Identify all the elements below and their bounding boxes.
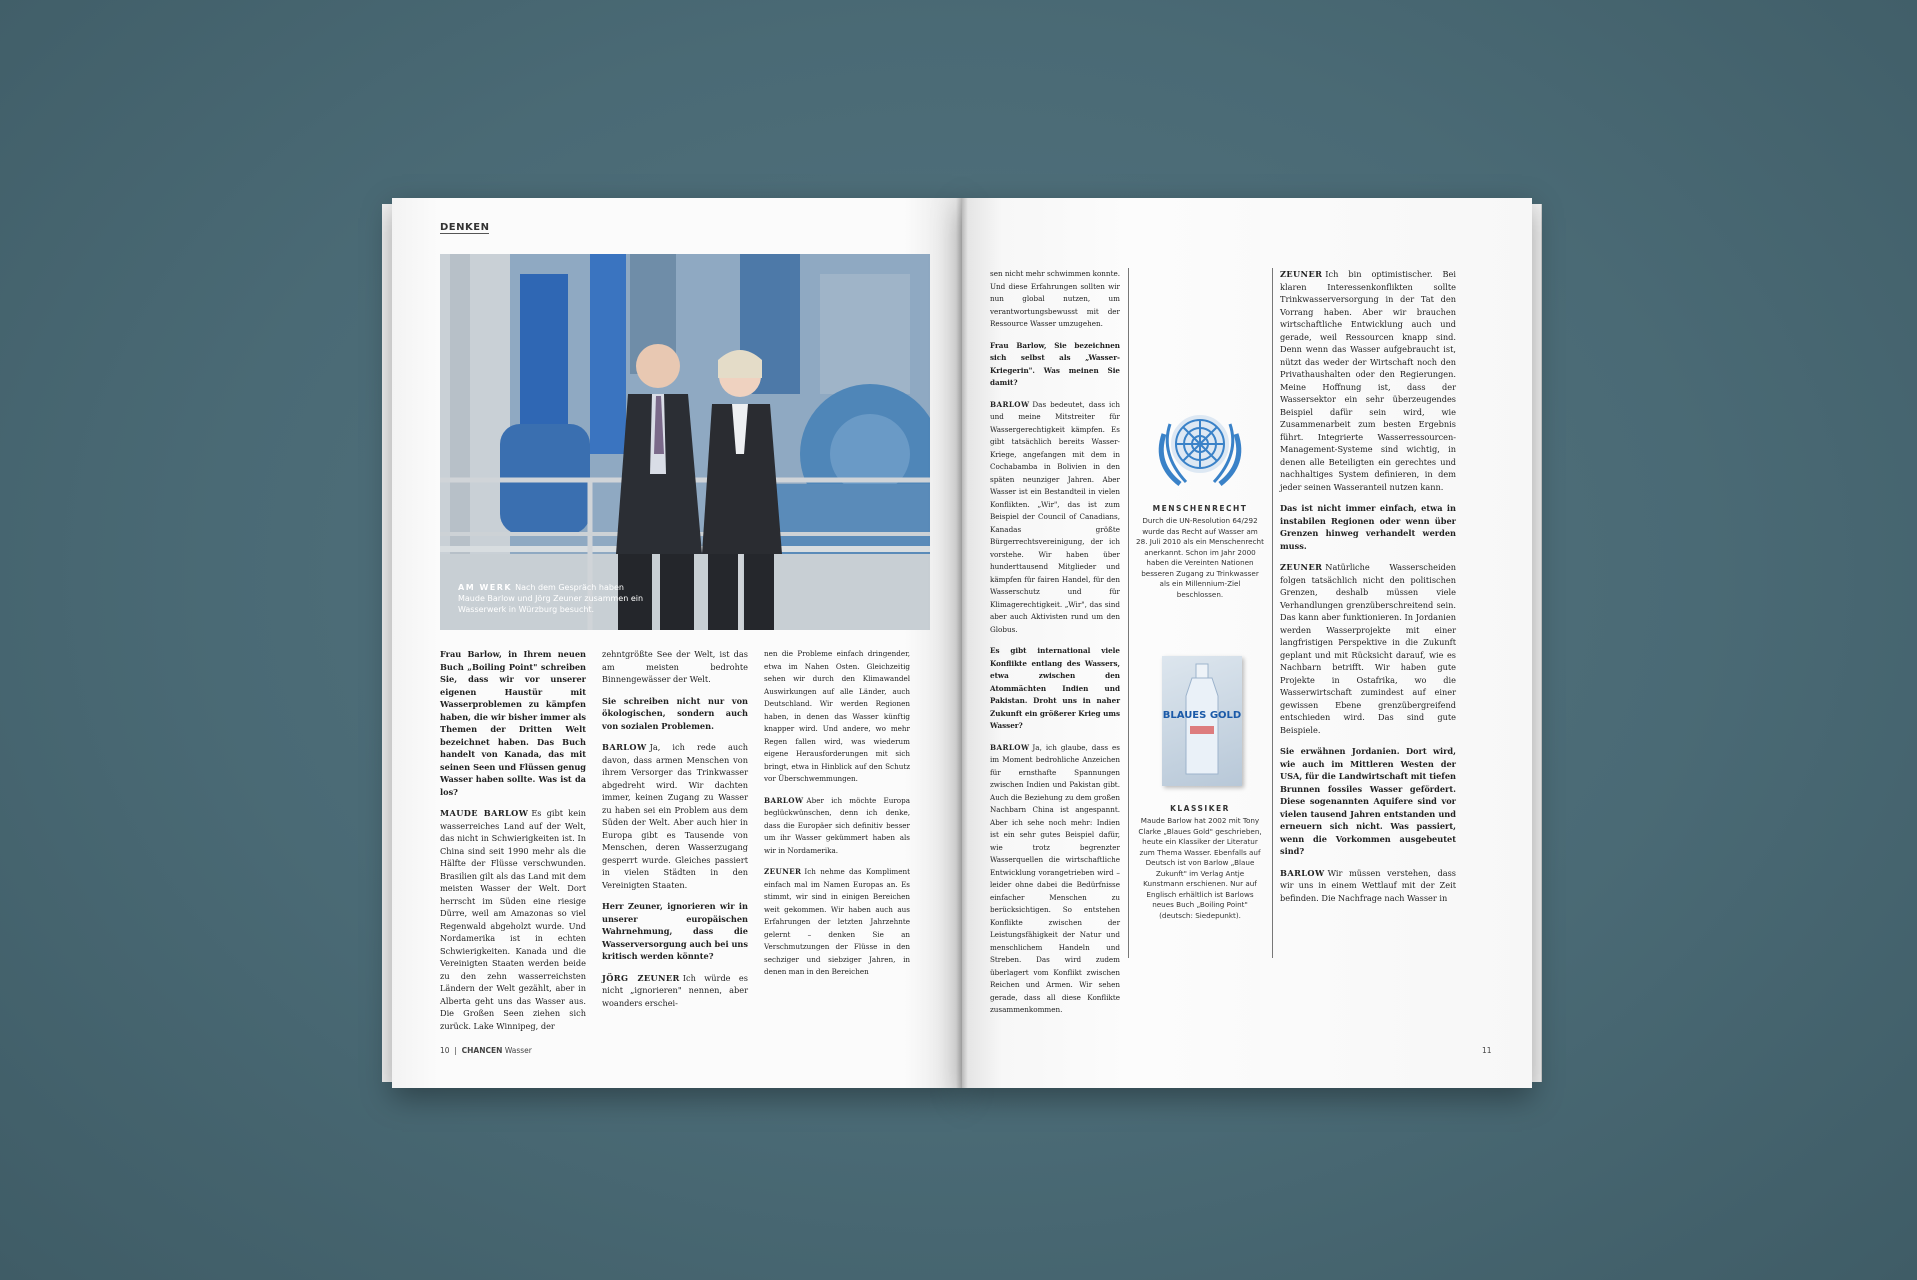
- right-page: [962, 198, 1532, 1088]
- spine-shadow: [956, 198, 968, 1088]
- answer: BARLOW Wir müssen verstehen, dass wir uns in einem Wettlauf mit der Zeit befinden. Die Nachfrage nach Wasser in: [1280, 867, 1456, 903]
- answer: ZEUNER Natürliche Wasserscheiden folgen tatsächlich nicht den politischen Grenzen, deshalb müssen viele Verhandlungen grenzüberschreitend sein. Das kann aber funktionieren. In Jordanien werden Wasserprojekte mit einer langfristigen Perspektive in die Zukunft geplant und mit Rücksicht darauf, wie es Nachbarn betrifft. Wir haben gute Projekte in Ostafrika, wo die Wasserwirtschaft zumindest auf einer gewissen Ebene grenzübergreifend entschieden wird. Das sind gute Beispiele.: [1280, 562, 1456, 735]
- box-title: KLASSIKER: [1170, 804, 1230, 813]
- speaker: BARLOW: [764, 795, 804, 805]
- box-text: Durch die UN-Resolution 64/292 wurde das Recht auf Wasser am 28. Juli 2010 als ein Menschenrecht anerkannt. Schon im Jahr 2000 haben die Vereinten Nationen besseren Zugang zu Trinkwasser als ein Millennium-Ziel beschlossen.: [1136, 516, 1264, 599]
- question: Das ist nicht immer einfach, etwa in instabilen Regionen oder wenn über Grenzen hinweg verhandelt werden muss.: [1280, 503, 1456, 551]
- speaker: ZEUNER: [1280, 269, 1323, 279]
- box-title: MENSCHENRECHT: [1152, 504, 1248, 513]
- text-paragraph: nen die Probleme einfach dringender, etwa im Nahen Osten. Gleichzeitig sehen wir durch den Klimawandel Auswirkungen auf alle Länder, auch Deutschland. Wir werden Regionen haben, in denen das Wasser künftig knapper wird. Und andere, wo mehr Regen fallen wird, was wiederum eigene Herausforderungen mit sich bringt, etwa in Hinblick auf den Schutz vor Überschwemmungen.: [764, 649, 910, 783]
- answer: ZEUNER Ich bin optimistischer. Bei klaren Interessenkonflikten sollte Trinkwasserversorgung in der Tat den Vorrang haben. Aber wir brauchen wirtschaftliche Entwicklung auch und gerade, weil Ressourcen knapp sind. Denn wenn das Wasser aufgebraucht ist, nützt das weder der Wirtschaft noch den Privathaushalten oder den Regierungen. Meine Hoffnung ist, dass der Wassersektor ein sehr überzeugendes Beispiel dafür sein wird, wie Zusammenarbeit zum besten Ergebnis führt. Integrierte Wasserressourcen-Management-Systeme sind wichtig, in denen alle Beteiligten ein gerechtes und nachhaltiges System definieren, in dem jeder seinen Wasseranteil nutzen kann.: [1280, 269, 1456, 492]
- left-column-2: [602, 648, 748, 1018]
- magazine-name: CHANCEN: [461, 1046, 503, 1055]
- photo-caption: [458, 582, 648, 615]
- answer: ZEUNER Ich nehme das Kompliment einfach mal im Namen Europas an. Es stimmt, wir sind in einigen Bereichen weit gekommen. Wir haben auch aus Erfahrungen der letzten Jahrzehnte gelernt – denken Sie an Verschmutzungen der Flüsse in den sechziger und siebziger Jahren, in denen man in den Bereichen: [764, 867, 910, 976]
- speaker: BARLOW: [602, 742, 647, 752]
- question: Sie schreiben nicht nur von ökologischen, sondern auch von sozialen Problemen.: [602, 695, 748, 731]
- speaker: BARLOW: [990, 742, 1030, 752]
- page-number-right: 11: [1482, 1046, 1492, 1055]
- folio-separator: |: [454, 1046, 457, 1055]
- page-number: 10: [440, 1046, 450, 1055]
- caption-text: Nach dem Gespräch haben Maude Barlow und Jörg Zeuner zusammen ein Wasserwerk in Würzburg besucht.: [458, 583, 644, 614]
- left-column-3: [764, 648, 910, 988]
- answer: BARLOW Aber ich möchte Europa beglückwünschen, denn ich denke, dass die Europäer sich definitiv besser um ihr Wasser gekümmert haben als wir in Nordamerika.: [764, 795, 910, 855]
- magazine-spread: [374, 198, 1548, 1088]
- page-footer-left: [440, 1046, 532, 1055]
- answer: JÖRG ZEUNER Ich würde es nicht „ignorieren" nennen, aber woanders erschei-: [602, 972, 748, 1008]
- column-rule: [1272, 268, 1273, 958]
- speaker: JÖRG ZEUNER: [602, 972, 680, 983]
- left-page: [392, 198, 962, 1088]
- speaker: ZEUNER: [1280, 562, 1323, 572]
- question: Frau Barlow, Sie bezeichnen sich selbst als „Wasser-Kriegerin". Was meinen Sie damit?: [990, 340, 1120, 387]
- question: Herr Zeuner, ignorieren wir in unserer europäischen Wahrnehmung, dass die Wasserversorgung auch bei uns kritisch werden könnte?: [602, 901, 748, 961]
- info-box-menschenrecht: [1136, 398, 1264, 600]
- answer: MAUDE BARLOW Es gibt kein wasserreiches Land auf der Welt, das nicht in Schwierigkeiten ist. In China sind seit 1990 mehr als die Hälfte der Flüsse verschwunden. Brasilien gilt als das Land mit dem meisten Wasser der Welt. Dort herrscht im Süden eine riesige Dürre, weil am Amazonas so viel Regenwald abgeholzt wurde. Und Nordamerika ist in echten Schwierigkeiten. Kanada und die Vereinigten Staaten werden beide zu den zehn wasserreichsten Ländern der Welt gezählt, aber in Alberta geht uns das Wasser aus. Die Großen Seen ziehen sich zurück. Lake Winnipeg, der: [440, 808, 586, 1031]
- speaker: MAUDE BARLOW: [440, 808, 529, 818]
- info-box-klassiker: [1136, 798, 1264, 921]
- speaker: BARLOW: [1280, 867, 1325, 878]
- right-column-1: [990, 268, 1120, 1026]
- question: Es gibt international viele Konflikte entlang des Wassers, etwa zwischen den Atommächten Indien und Pakistan. Droht uns in naher Zukunft ein größerer Krieg ums Wasser?: [990, 646, 1120, 730]
- box-text: Maude Barlow hat 2002 mit Tony Clarke „Blaues Gold" geschrieben, heute ein Klassiker der Literatur zum Thema Wasser. Ebenfalls auf Deutsch ist von Barlow „Blaue Zukunft" im Verlag Antje Kunstmann erschienen. Nur auf Englisch erhältlich ist Barlows neues Buch „Boiling Point" (deutsch: Siedepunkt).: [1138, 816, 1262, 920]
- speaker: ZEUNER: [764, 867, 802, 876]
- question: Sie erwähnen Jordanien. Dort wird, wie auch im Mittleren Westen der USA, für die Landwirtschaft mit tiefen Brunnen fossiles Wasser gefördert. Diese sogenannten Aquifere sind vor vielen tausend Jahren entstanden und erneuern sich nicht. Was passiert, wenn die Vorkommen ausgebeutet sind?: [1280, 746, 1456, 856]
- answer: BARLOW Das bedeutet, dass ich und meine Mitstreiter für Wassergerechtigkeit kämpfen. Es gibt tatsächlich bereits Wasser-Kriege, angefangen mit dem in Cochabamba in Bolivien in den späten neunziger Jahren. Aber Wasser ist ein Bestandteil in vielen Konflikten. „Wir", das ist zum Beispiel der Council of Canadians, Kanadas größte Bürgerrechtsvereinigung, der ich vorstehe. Wir haben über hunderttausend Mitglieder und kämpfen für fairen Handel, für den Wasserschutz und für Klimagerechtigkeit. „Wir", das sind aber auch Aktivisten rund um den Globus.: [990, 399, 1120, 634]
- text-paragraph: sen nicht mehr schwimmen konnte. Und diese Erfahrungen sollten wir nun global nutzen, um verantwortungsbewusst mit der Ressource Wasser umzugehen.: [990, 269, 1120, 328]
- text-paragraph: zehntgrößte See der Welt, ist das am meisten bedrohte Binnengewässer der Welt.: [602, 649, 748, 684]
- answer: BARLOW Ja, ich rede auch davon, dass armen Menschen von ihrem Versorger das Trinkwasser abgedreht wird. Wir dachten immer, keinen Zugang zu Wasser zu haben sei ein Problem aus dem Süden der Welt. Aber auch hier in Europa gibt es Tausende von Menschen, deren Wasserzugang gesperrt wurde. Gleiches passiert in vielen Städten in den Vereinigten Staaten.: [602, 742, 748, 890]
- un-emblem-icon: [1136, 398, 1264, 494]
- left-column-1: [440, 648, 586, 1041]
- bottle-icon: [1162, 656, 1242, 786]
- speaker: BARLOW: [990, 399, 1030, 409]
- interview-photo: [440, 254, 930, 630]
- magazine-topic: Wasser: [504, 1046, 532, 1055]
- question: Frau Barlow, in Ihrem neuen Buch „Boiling Point" schreiben Sie, dass wir vor unserer eigenen Haustür mit Wasserproblemen zu kämpfen haben, die wir bisher immer als Themen der Dritten Welt bezeichnet haben. Das Buch handelt von Kanada, das mit seinen Seen und Flüssen genug Wasser haben sollte. Was ist da los?: [440, 649, 586, 797]
- book-title: BLAUES GOLD: [1162, 710, 1242, 721]
- answer: BARLOW Ja, ich glaube, dass es im Moment bedrohliche Anzeichen für ernsthafte Spannungen zwischen Indien und Pakistan gibt. Auch die Beziehung zu dem großen Nachbarn China ist angespannt. Aber ich sehe noch mehr: Indien ist ein sehr gutes Beispiel dafür, wie trotz begrenzter Wasserquellen die wirtschaftliche Entwicklung vorangetrieben wird – leider ohne dabei die Bedürfnisse einfacher Menschen zu berücksichtigen. So entstehen Konflikte zwischen der Leistungsfähigkeit der Natur und menschlichem Handeln und Streben. Das wird zudem überlagert vom Konflikt zwischen Reichen und Armen. Wir sehen gerade, dass all diese Konflikte zusammenkommen.: [990, 742, 1120, 1014]
- section-label: DENKEN: [440, 222, 490, 233]
- caption-label: AM WERK: [458, 583, 513, 592]
- right-column-3: [1280, 268, 1456, 913]
- book-cover: [1162, 656, 1242, 786]
- column-rule: [1128, 268, 1129, 958]
- waterworks-photo-illustration: [440, 254, 930, 630]
